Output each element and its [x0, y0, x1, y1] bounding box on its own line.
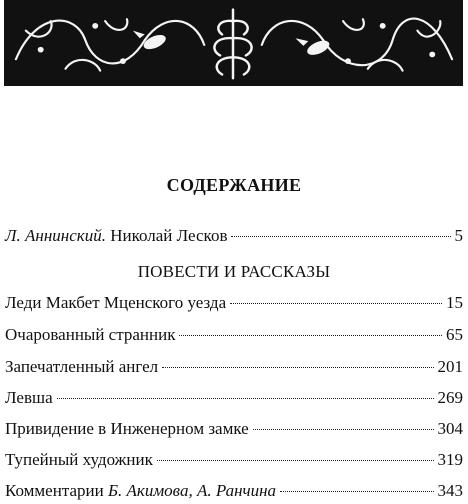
toc-entry[interactable] [5, 324, 463, 346]
dot-leader [57, 398, 434, 399]
toc-page-number: 5 [454, 226, 463, 245]
dot-leader [280, 491, 433, 492]
commentary-authors: Б. Акимова, А. Ранчина [107, 481, 277, 500]
dot-leader [230, 303, 442, 304]
toc-entry-title: Запечатленный ангел [5, 357, 159, 376]
toc-entry-label [5, 480, 276, 502]
toc-page-number: 201 [437, 357, 463, 376]
toc-entry[interactable] [5, 356, 463, 378]
dot-leader [179, 335, 442, 336]
toc-page-number: 304 [437, 419, 463, 438]
page-title: СОДЕРЖАНИЕ [166, 175, 302, 195]
toc-page-number: 269 [437, 388, 463, 407]
toc-entry[interactable] [5, 418, 463, 440]
section-heading: ПОВЕСТИ И РАССКАЗЫ [137, 262, 331, 281]
toc-entry-title: Тупейный художник [5, 450, 153, 469]
intro-author: Л. Аннинский. [5, 226, 106, 245]
toc-page-number: 319 [437, 450, 463, 469]
ornamental-header-banner [4, 0, 463, 86]
toc-entry-title: Леди Макбет Мценского уезда [5, 293, 227, 312]
toc-entry[interactable] [5, 387, 463, 409]
toc-entry-title: Очарованный странник [5, 325, 176, 344]
toc-page-number: 343 [437, 481, 463, 500]
toc-entry-commentary[interactable] [5, 480, 463, 502]
dot-leader [157, 460, 434, 461]
toc-entry-intro[interactable] [5, 225, 463, 247]
toc-entry[interactable] [5, 449, 463, 471]
toc-entry-title: Левша [5, 388, 53, 407]
toc-entry-title: Привидение в Инженерном замке [5, 419, 249, 438]
toc-page-number: 65 [446, 325, 463, 344]
toc-entry-label [5, 225, 227, 247]
dot-leader [253, 429, 434, 430]
toc-page-number: 15 [446, 293, 463, 312]
floral-ornament-icon [6, 2, 461, 84]
dot-leader [231, 236, 450, 237]
toc-entry[interactable] [5, 292, 463, 314]
commentary-prefix: Комментарии [5, 481, 104, 500]
intro-title: Николай Лесков [110, 226, 228, 245]
dot-leader [162, 367, 433, 368]
